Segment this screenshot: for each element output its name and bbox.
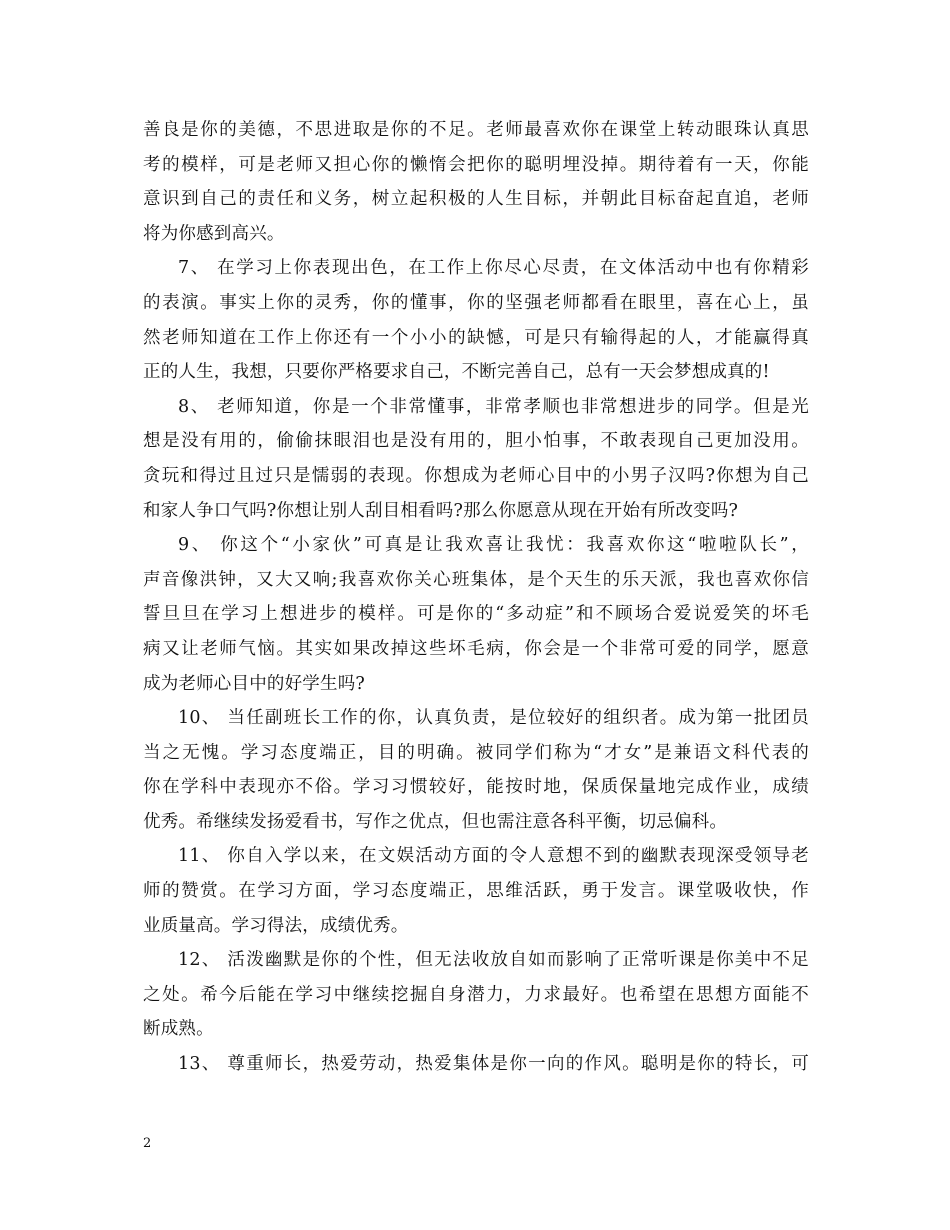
text-line: 成为老师心目中的好学生吗?	[143, 673, 365, 694]
text-line: 考的模样，可是老师又担心你的懒惰会把你的聪明埋没掉。期待着有一天，你能	[143, 154, 809, 175]
text-line: 誓旦旦在学习上想进步的模样。可是你的“多动症”和不顾场合爱说爱笑的坏毛	[143, 604, 809, 625]
paragraph-11-first-line: 11、 你自入学以来，在文娱活动方面的令人意想不到的幽默表现深受领导老	[178, 846, 809, 867]
paragraph-13-first-line: 13、 尊重师长，热爱劳动，热爱集体是你一向的作风。聪明是你的特长，可	[178, 1054, 809, 1075]
text-line: 当之无愧。学习态度端正，目的明确。被同学们称为“才女”是兼语文科代表的	[143, 742, 809, 763]
text-line: 优秀。希继续发扬爱看书，写作之优点，但也需注意各科平衡，切忌偏科。	[143, 811, 728, 832]
text-line: 善良是你的美德，不思进取是你的不足。老师最喜欢你在课堂上转动眼珠认真思	[143, 120, 809, 140]
text-line: 断成熟。	[143, 1019, 214, 1040]
text-line: 之处。希今后能在学习中继续挖掘自身潜力，力求最好。也希望在思想方面能不	[143, 984, 809, 1005]
paragraph-7-first-line: 7、 在学习上你表现出色，在工作上你尽心尽责，在文体活动中也有你精彩	[178, 258, 809, 279]
text-line: 意识到自己的责任和义务，树立起积极的人生目标，并朝此目标奋起直追，老师	[143, 189, 809, 210]
text-line: 的表演。事实上你的灵秀，你的懂事，你的坚强老师都看在眼里，喜在心上，虽	[143, 292, 809, 313]
text-line: 想是没有用的，偷偷抹眼泪也是没有用的，胆小怕事，不敢表现自己更加没用。	[143, 431, 809, 452]
paragraph-8-first-line: 8、 老师知道，你是一个非常懂事，非常孝顺也非常想进步的同学。但是光	[178, 396, 809, 417]
text-line: 病又让老师气恼。其实如果改掉这些坏毛病，你会是一个非常可爱的同学，愿意	[143, 638, 809, 659]
text-line: 然老师知道在工作上你还有一个小小的缺憾，可是只有输得起的人，才能赢得真	[143, 327, 809, 348]
text-line: 贪玩和得过且过只是懦弱的表现。你想成为老师心目中的小男子汉吗?你想为自己	[143, 465, 809, 486]
text-line: 将为你感到高兴。	[143, 223, 285, 244]
text-line: 你在学科中表现亦不俗。学习习惯较好，能按时地，保质保量地完成作业，成绩	[143, 777, 809, 798]
paragraph-12-first-line: 12、 活泼幽默是你的个性，但无法收放自如而影响了正常听课是你美中不足	[178, 950, 809, 971]
document-body	[143, 113, 809, 1082]
paragraph-10-first-line: 10、 当任副班长工作的你，认真负责，是位较好的组织者。成为第一批团员	[178, 708, 809, 729]
text-line: 业质量高。学习得法，成绩优秀。	[143, 915, 409, 936]
paragraph-9-first-line: 9、 你这个“小家伙”可真是让我欢喜让我忧：我喜欢你这“啦啦队长”，	[178, 535, 809, 556]
page-number: 2	[143, 1136, 152, 1151]
text-line: 和家人争口气吗?你想让别人刮目相看吗?那么你愿意从现在开始有所改变吗?	[143, 500, 739, 521]
text-line: 正的人生，我想，只要你严格要求自己，不断完善自己，总有一天会梦想成真的!	[143, 362, 770, 383]
text-line: 师的赞赏。在学习方面，学习态度端正，思维活跃，勇于发言。课堂吸收快，作	[143, 881, 809, 902]
text-line: 声音像洪钟，又大又响;我喜欢你关心班集体，是个天生的乐天派，我也喜欢你信	[143, 569, 809, 590]
